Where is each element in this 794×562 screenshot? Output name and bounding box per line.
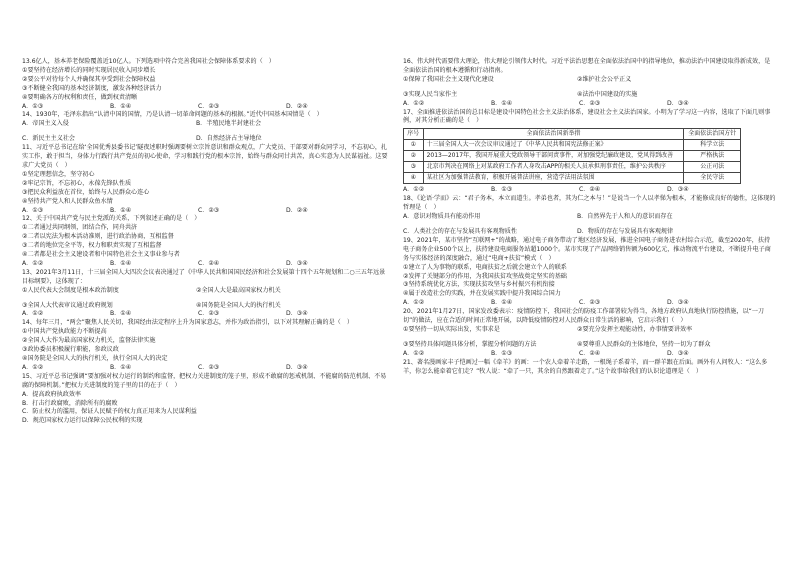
table-cell: 公正司法 xyxy=(684,162,741,173)
option[interactable]: A．①③ xyxy=(22,206,44,214)
option[interactable]: D．物质的存在与发展具有客观规律 xyxy=(577,227,674,235)
option[interactable]: C．②③ xyxy=(198,102,220,110)
option[interactable]: D．③④ xyxy=(286,259,308,267)
table-cell: ③ xyxy=(404,162,424,173)
option[interactable]: A．①② xyxy=(403,299,425,307)
table-header-cell: 全面依法治国方针 xyxy=(684,129,741,140)
option[interactable]: A．①② xyxy=(403,99,425,107)
option[interactable]: A．①② xyxy=(403,186,425,194)
option[interactable]: C．②④ xyxy=(579,349,601,357)
q18-stem: 18、《论语·学而》云：“君子务本，本立而道生。孝弟也者，其为仁之本与！”是说当一个人以孝悌为根本，才能修成良好的德性，这体现的哲理是（ ） xyxy=(403,195,776,212)
q15-option-a[interactable]: A．提高政府执政效率 xyxy=(22,390,82,398)
option[interactable]: D．③④ xyxy=(667,349,689,357)
q15-option-d[interactable]: D．规范国家权力运行以保障公民权利的实现 xyxy=(22,417,143,425)
table-row xyxy=(404,162,741,173)
statement: ①保障了我国社会主义现代化建设 xyxy=(403,75,494,83)
option[interactable]: A．①② xyxy=(22,259,44,267)
table-cell: 北京市判决在网络上对某政府工作者人身攻击APP的相关人员承担刑事责任，维护公共秩序 xyxy=(423,162,684,173)
option[interactable]: D．③④ xyxy=(286,363,308,371)
statement: ①人民代表大会制度是根本政治制度 xyxy=(22,286,119,294)
q11-item-1: ①坚定理想信念，坚守初心 xyxy=(22,170,95,178)
table-row xyxy=(404,151,741,162)
statement: ③要坚持具体问题具体分析，掌握分析问题的方法 xyxy=(403,340,537,348)
option[interactable]: B．自然界先于人和人的意识而存在 xyxy=(577,213,673,221)
q12-item-3: ③二者的地位完全平等，权力和职责实现了互相监督 xyxy=(22,242,162,250)
option[interactable]: B．①④ xyxy=(110,310,132,318)
table-cell: 科学立法 xyxy=(684,140,741,151)
table-cell: ② xyxy=(404,151,424,162)
q14-stem: 14、1930年，毛泽东指出“认清中国的国情，乃是认清一切革命问题的基本的根据。”近代中国基本国情是（ ） xyxy=(22,111,323,119)
q13b-stem: 13、2021年3月11日，十三届全国人大四次会议表决通过了《中华人民共和国国民经济和社会发展第十四个五年规划和二○三五年远景目标纲要》，这体现了： xyxy=(22,268,386,285)
q14b-item-2: ②全国人大作为最高国家权力机关，监督法律实施 xyxy=(22,337,156,345)
q18-options xyxy=(403,213,776,237)
q16-stem: 16、伟大时代需要伟大理论，伟大理论引领伟大时代。习近平法治思想在全面依法治国中的指导地位，推动法治中国建设取得新成效，是全面依法治国的根本遵循和行动指南。 xyxy=(403,58,771,74)
option[interactable]: B．①④ xyxy=(110,102,132,110)
option[interactable]: A．①② xyxy=(22,310,44,318)
option[interactable]: D．②④ xyxy=(286,206,308,214)
q20-items xyxy=(403,326,776,350)
option[interactable]: C．②③ xyxy=(198,206,220,214)
q16-options xyxy=(403,100,776,109)
q16-items xyxy=(403,76,776,100)
option[interactable]: B．①④ xyxy=(110,363,132,371)
statement: ②全国人大是最高国家权力机关 xyxy=(196,286,281,294)
option[interactable]: B．半殖民地半封建社会 xyxy=(196,120,262,128)
option[interactable]: C．②④ xyxy=(198,259,220,267)
q19-options xyxy=(403,299,776,308)
option[interactable]: C．②③ xyxy=(579,299,601,307)
option[interactable]: D．自然经济占主导地位 xyxy=(196,135,262,143)
q12-item-2: ②二者以宪法为根本活动准则，进行政治协商，互相监督 xyxy=(22,233,174,241)
q17-table xyxy=(403,128,741,184)
q19-item-4: ④属于改造社会的实践，并在发展实践中提升我国综合国力 xyxy=(403,290,561,298)
option[interactable]: B．①④ xyxy=(491,99,513,107)
table-cell: 十三届全国人大一次会议审议通过了《中华人民共和国宪法修正案》 xyxy=(423,140,684,151)
q19-item-2: ②发挥了关键部分的作用，为我国扶贫攻坚战奠定坚实的基础 xyxy=(403,272,567,280)
table-cell: 2013—2017年，我国开展重大党政领导干部问责事件，对加强党纪廉政建设，党风得到改善 xyxy=(423,151,684,162)
statement: ④国务院是全国人大的执行机关 xyxy=(196,301,281,309)
right-column xyxy=(403,58,776,376)
q19-stem: 19、2021年，某市坚持“互联网+”的战略，通过电子商务带动了地区经济发展，推进全国电子商务进农村综合示范，截至2020年，扶持电子商务企业500个以上，扶持建设电商服务站超1000个。某市实现了产品网络销售额为600亿元，推动物流平台建设，不断提升电子商务与实体经济的深度融合，通过“电商+扶贫”模式（ ） xyxy=(403,236,771,262)
q19-item-3: ③坚持系统优化方法，实现扶贫攻坚与乡村振兴有机衔接 xyxy=(403,281,555,289)
statement: ①要坚持一切从实际出发，实事求是 xyxy=(403,325,500,333)
statement: ④要尊重人民群众的主体地位，坚持一切为了群众 xyxy=(577,340,711,348)
table-row xyxy=(404,173,741,184)
q12-options xyxy=(22,260,390,269)
q17-stem: 17、全面推进依法治国的总目标是建设中国特色社会主义法治体系，建设社会主义法治国家。小明为了学习这一内容，选取了下面几则事例，对其分析正确的是（ ） xyxy=(403,108,771,125)
option[interactable]: C．新民主主义社会 xyxy=(22,135,76,143)
q17-options xyxy=(403,186,776,195)
q15-option-b[interactable]: B．打击行政腐败，消除所有的腐败 xyxy=(22,399,118,407)
table-row xyxy=(404,140,741,151)
q14-options xyxy=(22,120,390,144)
statement: ③全国人大代表审议通过政府规划 xyxy=(22,301,113,309)
statement: ②要充分发挥主观能动性，办事情要讲效率 xyxy=(577,325,693,333)
option[interactable]: A．①③ xyxy=(22,102,44,110)
option[interactable]: B．①④ xyxy=(110,206,132,214)
q13-item-4: ④要明确各方的权利和责任，做到权责清晰 xyxy=(22,93,138,101)
q21-stem: 21、著名漫画家丰子恺画过一幅《牵羊》的画：一个农人牵着羊走路，一根绳子系着羊，而一群羊跟在后面。画外有人问牧人：“这么多羊，你怎么能牵着它们走？”牧人说：“牵了一只，其余的自然跟着走了。”这个故事给我们的认识论道理是（ ） xyxy=(403,358,768,375)
q20-stem: 20、2021年1月27日，国家发改委表示：疫情防控下，我国社会的防疫工作部署较为得当，各地方政府认真地执行防控措施，以“一刀切”的做法，应在合适的时间正常地开展，以降低疫情防控对人民群众日常生活的影响，它启示我们（ ） xyxy=(403,308,765,325)
statement: ②维护社会公平正义 xyxy=(577,75,632,83)
table-header-cell: 序号 xyxy=(404,129,424,140)
q15-stem: 15、习近平总书记强调“要加强对权力运行的制约和监督，把权力关进制度的笼子里，形成不敢腐的惩戒机制、不能腐的防范机制、不易腐的保障机制。”把权力关进制度的笼子里的目的在于（ ） xyxy=(22,372,387,389)
option[interactable]: A．①② xyxy=(22,363,44,371)
q14b-item-1: ①中国共产党执政能力不断提高 xyxy=(22,328,107,336)
q20-options xyxy=(403,350,776,359)
q13-item-3: ③不断健全我国的基本经济制度，激发各种经济活力 xyxy=(22,84,162,92)
q11-item-4: ④坚持共产党人和人民群众鱼水情 xyxy=(22,197,113,205)
option[interactable]: D．③④ xyxy=(667,299,689,307)
option[interactable]: B．①③ xyxy=(491,349,513,357)
table-header-cell: 全面依法治国新举措 xyxy=(423,129,684,140)
table-cell: 严格执法 xyxy=(684,151,741,162)
q13-item-2: ②要公平对待每个人并确保其享受到社会保障权益 xyxy=(22,75,156,83)
option[interactable]: D．③④ xyxy=(667,99,689,107)
q14b-item-4: ④国务院是全国人大的执行机关，执行全国人大的决定 xyxy=(22,355,168,362)
option[interactable]: B．①④ xyxy=(491,299,513,307)
q13b-items xyxy=(22,287,390,311)
table-cell: ① xyxy=(404,140,424,151)
q14b-stem: 14、每年三月，“两会”聚焦人民关切，我国经由法定程序上升为国家意志，并作为政治指引，以下对其理解正确的是（ ） xyxy=(22,319,353,327)
option[interactable]: A．意识对物质具有能动作用 xyxy=(403,213,481,221)
option[interactable]: C．②④ xyxy=(579,186,601,194)
q13-stem: 13.6亿人，基本养老保险覆盖近10亿人。下列选项中符合完善我国社会保障体系要求的（ ） xyxy=(22,58,275,65)
q19-item-1: ①建立了人为事物的联系，电商扶贫之后就会建立个人的联系 xyxy=(403,263,567,271)
table-cell: ④ xyxy=(404,173,424,184)
statement: ④法治中国建设的实施 xyxy=(577,90,638,98)
q11-item-2: ②牢记宗旨，不忘初心，永葆先锋队性质 xyxy=(22,179,132,187)
q15-option-c[interactable]: C．防止权力的滥用，保证人民赋予的权力真正用来为人民谋利益 xyxy=(22,408,197,416)
statement: ③实现人民当家作主 xyxy=(403,90,458,98)
q12-item-4: ④二者都是社会主义建设者和中国特色社会主义事业参与者 xyxy=(22,251,180,259)
q11-stem: 11、习近平总书记在给‘全国优秀县委书记’隧夜述职时强调要树立宗旨意识和群众观点，广大党员、干部要对群众同学习，不忘初心，扎实工作，敢于担当，身体力行践行共产党员的初心使命，学习和践行党的根本宗旨，始终与群众同甘共苦，真心实意为人民谋福祉。这要求广大党员（ ） xyxy=(22,144,388,169)
option[interactable]: B．①④ xyxy=(110,259,132,267)
option[interactable]: C．②③ xyxy=(579,99,601,107)
option[interactable]: D．③④ xyxy=(667,186,689,194)
table-cell: 全民守法 xyxy=(684,173,741,184)
table-cell: 某社区为加强普法教育，积极开展普法讲座，营造学法用法氛围 xyxy=(423,173,684,184)
option[interactable]: C．人类社会的存在与发展具有客观物质性 xyxy=(403,227,517,235)
q14b-options xyxy=(22,364,390,373)
option[interactable]: A．①② xyxy=(403,349,425,357)
option[interactable]: C．②③ xyxy=(198,310,220,318)
option[interactable]: A．帝国主义入侵 xyxy=(22,120,69,128)
option[interactable]: C．②③ xyxy=(198,363,220,371)
left-column xyxy=(22,58,390,426)
table-header-row xyxy=(404,129,741,140)
q12-item-1: ①二者通过共同纲领，团结合作，同舟共济 xyxy=(22,224,138,232)
q14b-item-3: ③政协委员积极履行职能，参政议政 xyxy=(22,346,119,354)
option[interactable]: D．③④ xyxy=(286,310,308,318)
q12-stem: 12、关于中国共产党与民主党派的关系，下列叙述正确的是（ ） xyxy=(22,215,201,223)
q13-item-1: ①要坚持在经济增长的同时实现居民收入同步增长 xyxy=(22,66,156,74)
option[interactable]: D．②④ xyxy=(286,102,308,110)
option[interactable]: B．①③ xyxy=(491,186,513,194)
q11-item-3: ③把民众利益放在首位，始终与人民群众心连心 xyxy=(22,188,150,196)
